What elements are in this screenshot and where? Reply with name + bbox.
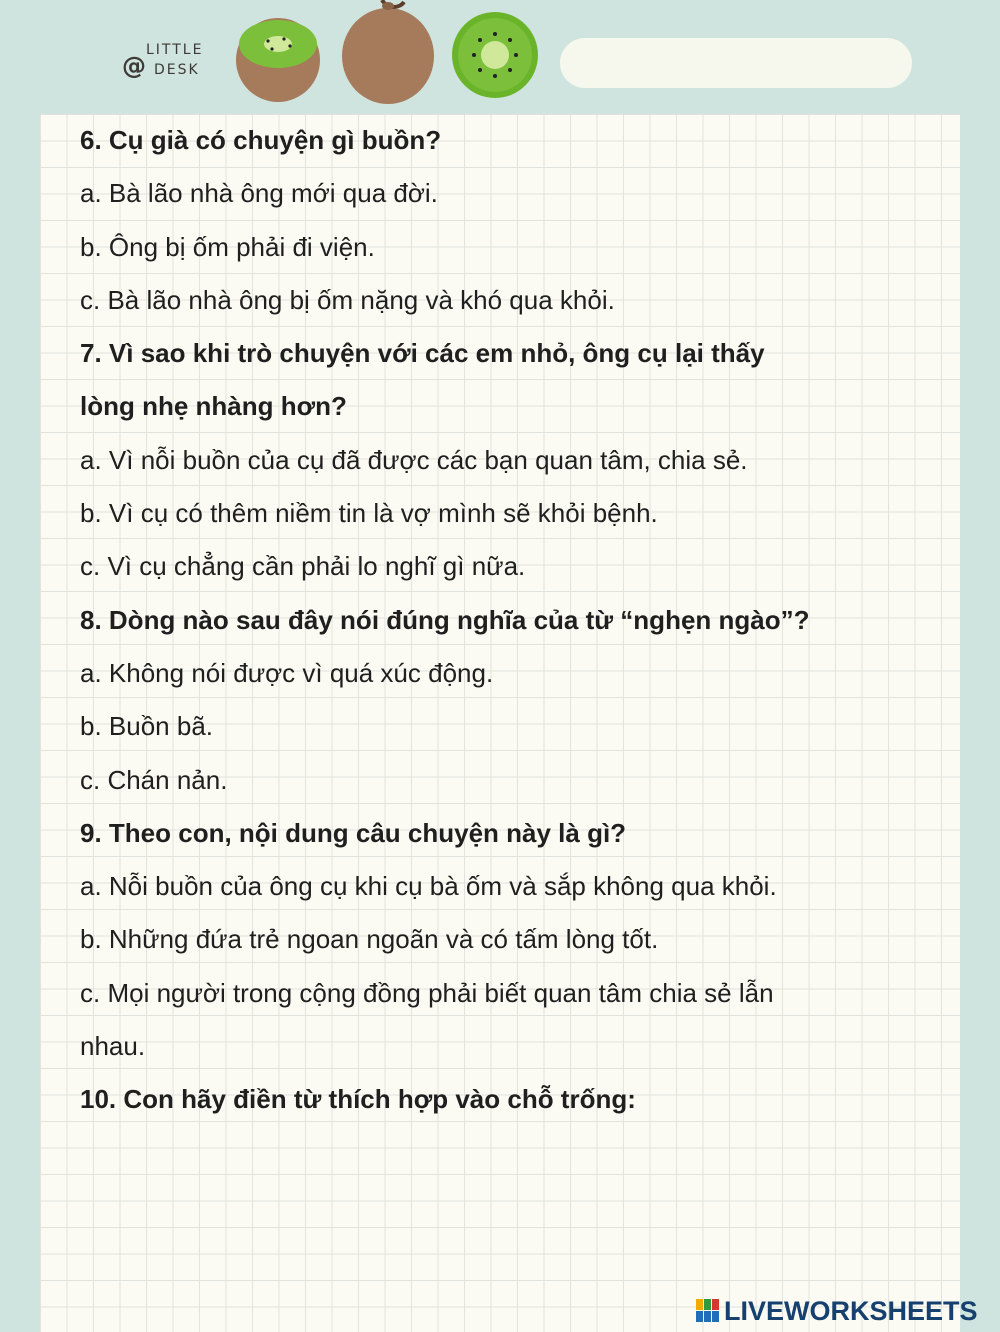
brand-at-sign: @ bbox=[122, 52, 146, 80]
kiwi-slice-icon bbox=[450, 10, 540, 100]
header-label-cloud bbox=[560, 38, 912, 88]
answer-option: c. Chán nản. bbox=[80, 764, 228, 795]
answer-option: c. Mọi người trong cộng đồng phải biết quan tâm chia sẻ lẫn bbox=[80, 977, 774, 1008]
answer-option: a. Bà lão nhà ông mới qua đời. bbox=[80, 178, 438, 209]
brand-line-2: DESK bbox=[154, 62, 200, 78]
answer-option: b. Ông bị ốm phải đi viện. bbox=[80, 231, 375, 262]
question-text: 6. Cụ già có chuyện gì buồn? bbox=[80, 125, 442, 155]
answer-option: a. Nỗi buồn của ông cụ khi cụ bà ốm và sắp không qua khỏi. bbox=[80, 871, 777, 902]
brand-logo bbox=[122, 40, 222, 84]
question-list bbox=[80, 114, 940, 1127]
answer-option: b. Vì cụ có thêm niềm tin là vợ mình sẽ khỏi bệnh. bbox=[80, 498, 658, 529]
answer-option: b. Những đứa trẻ ngoan ngoãn và có tấm lòng tốt. bbox=[80, 924, 659, 955]
question-text: 8. Dòng nào sau đây nói đúng nghĩa của từ “nghẹn ngào”? bbox=[80, 604, 810, 635]
kiwi-whole-icon bbox=[338, 0, 438, 106]
question-text: 9. Theo con, nội dung câu chuyện này là gì? bbox=[80, 817, 627, 848]
worksheet-paper bbox=[40, 114, 960, 1332]
answer-option: c. Vì cụ chẳng cần phải lo nghĩ gì nữa. bbox=[80, 551, 526, 582]
question-text: 10. Con hãy điền từ thích hợp vào chỗ trống: bbox=[80, 1084, 636, 1115]
kiwi-half-icon bbox=[232, 8, 324, 104]
answer-option: a. Vì nỗi buồn của cụ đã được các bạn quan tâm, chia sẻ. bbox=[80, 444, 748, 475]
header-banner bbox=[0, 0, 1000, 112]
brand-line-1: LITTLE bbox=[146, 42, 204, 58]
question-text: 7. Vì sao khi trò chuyện với các em nhỏ, ông cụ lại thấy bbox=[80, 338, 765, 369]
liveworksheets-logo-icon bbox=[696, 1299, 720, 1323]
answer-option: nhau. bbox=[80, 1031, 146, 1062]
answer-option: a. Không nói được vì quá xúc động. bbox=[80, 657, 494, 688]
question-text: lòng nhẹ nhàng hơn? bbox=[80, 391, 347, 422]
answer-option: c. Bà lão nhà ông bị ốm nặng và khó qua khỏi. bbox=[80, 284, 615, 315]
watermark-text: LIVEWORKSHEETS bbox=[724, 1296, 978, 1326]
answer-option: b. Buồn bã. bbox=[80, 711, 213, 742]
